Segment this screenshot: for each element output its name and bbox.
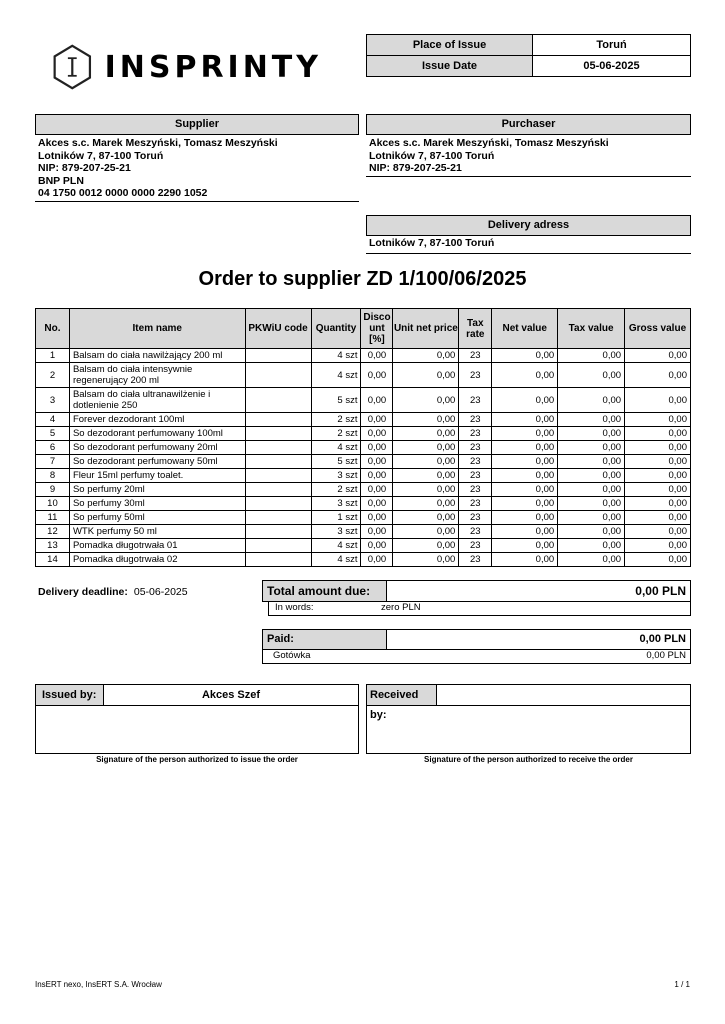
- table-row: [36, 413, 691, 427]
- tax-rate-cell: 23: [459, 349, 492, 363]
- table-row: [36, 363, 691, 388]
- row-number-cell: 6: [36, 441, 70, 455]
- unit-net-price-cell: 0,00: [393, 349, 459, 363]
- row-number-cell: 2: [36, 363, 70, 388]
- row-number-cell: 12: [36, 525, 70, 539]
- supplier-line: Lotników 7, 87-100 Toruń: [38, 149, 164, 162]
- col-header: No.: [36, 309, 70, 349]
- pkwiu-code-cell: [245, 413, 311, 427]
- discount-cell: 0,00: [361, 388, 393, 413]
- tax-rate-cell: 23: [459, 388, 492, 413]
- purchaser-line: Akces s.c. Marek Meszyński, Tomasz Meszyński: [369, 137, 609, 149]
- tax-rate-cell: 23: [459, 469, 492, 483]
- pkwiu-code-cell: [245, 441, 311, 455]
- net-value-cell: 0,00: [492, 427, 558, 441]
- table-row: [36, 349, 691, 363]
- item-name-cell: Forever dezodorant 100ml: [69, 413, 245, 427]
- net-value-cell: 0,00: [492, 469, 558, 483]
- issued-by-header: [36, 685, 358, 706]
- unit-net-price-cell: 0,00: [393, 525, 459, 539]
- gross-value-cell: 0,00: [625, 469, 691, 483]
- item-name-cell: Pomadka długotrwała 02: [69, 553, 245, 567]
- discount-cell: 0,00: [361, 349, 393, 363]
- col-header: Tax value: [558, 309, 625, 349]
- net-value-cell: 0,00: [492, 413, 558, 427]
- table-row: [36, 539, 691, 553]
- col-header: Gross value: [625, 309, 691, 349]
- total-amount-label: Total amount due:: [263, 581, 387, 601]
- item-name-cell: So perfumy 20ml: [69, 483, 245, 497]
- table-header-row: [36, 309, 691, 349]
- issue-meta-table: [366, 34, 691, 77]
- table-row: [36, 455, 691, 469]
- gross-value-cell: 0,00: [625, 497, 691, 511]
- row-number-cell: 1: [36, 349, 70, 363]
- table-row: [36, 441, 691, 455]
- discount-cell: 0,00: [361, 553, 393, 567]
- tax-value-cell: 0,00: [558, 455, 625, 469]
- tax-value-cell: 0,00: [558, 349, 625, 363]
- gross-value-cell: 0,00: [625, 525, 691, 539]
- quantity-cell: 2 szt: [311, 413, 361, 427]
- item-name-cell: Pomadka długotrwała 01: [69, 539, 245, 553]
- supplier-line: BNP PLN: [38, 174, 84, 187]
- col-header: Quantity: [311, 309, 361, 349]
- in-words-label: In words:: [275, 602, 314, 613]
- quantity-cell: 3 szt: [311, 497, 361, 511]
- row-number-cell: 9: [36, 483, 70, 497]
- unit-net-price-cell: 0,00: [393, 483, 459, 497]
- row-number-cell: 11: [36, 511, 70, 525]
- in-words-row: [268, 602, 691, 616]
- quantity-cell: 5 szt: [311, 388, 361, 413]
- tax-rate-cell: 23: [459, 539, 492, 553]
- purchaser-line: Lotników 7, 87-100 Toruń: [369, 149, 495, 162]
- net-value-cell: 0,00: [492, 553, 558, 567]
- tax-value-cell: 0,00: [558, 511, 625, 525]
- row-number-cell: 8: [36, 469, 70, 483]
- net-value-cell: 0,00: [492, 455, 558, 469]
- gross-value-cell: 0,00: [625, 455, 691, 469]
- quantity-cell: 4 szt: [311, 441, 361, 455]
- item-name-cell: So dezodorant perfumowany 50ml: [69, 455, 245, 469]
- table-row: [36, 553, 691, 567]
- quantity-cell: 5 szt: [311, 455, 361, 469]
- supplier-line: 04 1750 0012 0000 0000 2290 1052: [38, 187, 208, 199]
- total-amount-value: 0,00 PLN: [635, 584, 686, 598]
- gross-value-cell: 0,00: [625, 539, 691, 553]
- tax-value-cell: 0,00: [558, 363, 625, 388]
- item-name-cell: Balsam do ciała ultranawilżenie i dotlenienie 250: [69, 388, 245, 413]
- quantity-cell: 4 szt: [311, 349, 361, 363]
- table-row: [36, 483, 691, 497]
- net-value-cell: 0,00: [492, 539, 558, 553]
- discount-cell: 0,00: [361, 511, 393, 525]
- tax-value-cell: 0,00: [558, 525, 625, 539]
- delivery-address-value: Lotników 7, 87-100 Toruń: [366, 237, 691, 254]
- discount-cell: 0,00: [361, 455, 393, 469]
- discount-cell: 0,00: [361, 441, 393, 455]
- unit-net-price-cell: 0,00: [393, 511, 459, 525]
- gross-value-cell: 0,00: [625, 427, 691, 441]
- pkwiu-code-cell: [245, 497, 311, 511]
- item-name-cell: So perfumy 50ml: [69, 511, 245, 525]
- tax-value-cell: 0,00: [558, 388, 625, 413]
- place-of-issue-value: Toruń: [533, 35, 691, 56]
- discount-cell: 0,00: [361, 413, 393, 427]
- unit-net-price-cell: 0,00: [393, 427, 459, 441]
- net-value-cell: 0,00: [492, 363, 558, 388]
- issued-by-caption: Signature of the person authorized to issue the order: [96, 755, 298, 764]
- net-value-cell: 0,00: [492, 497, 558, 511]
- tax-value-cell: 0,00: [558, 553, 625, 567]
- unit-net-price-cell: 0,00: [393, 497, 459, 511]
- item-name-cell: WTK perfumy 50 ml: [69, 525, 245, 539]
- discount-cell: 0,00: [361, 497, 393, 511]
- quantity-cell: 3 szt: [311, 469, 361, 483]
- gross-value-cell: 0,00: [625, 441, 691, 455]
- tax-rate-cell: 23: [459, 363, 492, 388]
- col-header: Disco unt [%]: [361, 309, 393, 349]
- quantity-cell: 1 szt: [311, 511, 361, 525]
- tax-rate-cell: 23: [459, 427, 492, 441]
- quantity-cell: 3 szt: [311, 525, 361, 539]
- quantity-cell: 4 szt: [311, 539, 361, 553]
- received-by-name: [437, 685, 690, 705]
- quantity-cell: 2 szt: [311, 427, 361, 441]
- pkwiu-code-cell: [245, 363, 311, 388]
- in-words-value: zero PLN: [381, 602, 421, 613]
- tax-value-cell: 0,00: [558, 427, 625, 441]
- row-number-cell: 7: [36, 455, 70, 469]
- item-name-cell: Balsam do ciała intensywnie regenerujący 200 ml: [69, 363, 245, 388]
- unit-net-price-cell: 0,00: [393, 388, 459, 413]
- tax-value-cell: 0,00: [558, 539, 625, 553]
- row-number-cell: 5: [36, 427, 70, 441]
- issued-by-name: Akces Szef: [201, 689, 261, 701]
- table-row: [36, 525, 691, 539]
- row-number-cell: 10: [36, 497, 70, 511]
- unit-net-price-cell: 0,00: [393, 441, 459, 455]
- delivery-deadline: [38, 586, 188, 598]
- payment-method-row: [262, 650, 691, 664]
- payment-method-label: Gotówka: [273, 650, 311, 661]
- unit-net-price-cell: 0,00: [393, 363, 459, 388]
- gross-value-cell: 0,00: [625, 511, 691, 525]
- net-value-cell: 0,00: [492, 441, 558, 455]
- item-name-cell: Fleur 15ml perfumy toalet.: [69, 469, 245, 483]
- tax-rate-cell: 23: [459, 553, 492, 567]
- discount-cell: 0,00: [361, 483, 393, 497]
- table-row: [36, 469, 691, 483]
- supplier-line: NIP: 879-207-25-21: [38, 162, 131, 174]
- item-name-cell: So dezodorant perfumowany 100ml: [69, 427, 245, 441]
- pkwiu-code-cell: [245, 539, 311, 553]
- company-logo: [52, 40, 322, 94]
- pkwiu-code-cell: [245, 553, 311, 567]
- discount-cell: 0,00: [361, 525, 393, 539]
- row-number-cell: 13: [36, 539, 70, 553]
- tax-value-cell: 0,00: [558, 469, 625, 483]
- gross-value-cell: 0,00: [625, 413, 691, 427]
- unit-net-price-cell: 0,00: [393, 553, 459, 567]
- col-header: Tax rate: [459, 309, 492, 349]
- discount-cell: 0,00: [361, 427, 393, 441]
- tax-rate-cell: 23: [459, 455, 492, 469]
- row-number-cell: 4: [36, 413, 70, 427]
- delivery-deadline-label: Delivery deadline:: [38, 586, 128, 598]
- hexagon-logo-icon: [52, 41, 93, 93]
- supplier-header: Supplier: [35, 114, 359, 135]
- footer-software: InsERT nexo, InsERT S.A. Wrocław: [35, 980, 162, 989]
- tax-value-cell: 0,00: [558, 497, 625, 511]
- paid-box: [262, 629, 691, 650]
- received-by-header: [367, 685, 690, 721]
- footer-page-number: 1 / 1: [674, 980, 690, 989]
- payment-method-value: 0,00 PLN: [646, 650, 686, 661]
- pkwiu-code-cell: [245, 388, 311, 413]
- received-by-label: Received by:: [367, 685, 437, 705]
- col-header: Net value: [492, 309, 558, 349]
- purchaser-header: Purchaser: [366, 114, 691, 135]
- paid-label: Paid:: [263, 630, 387, 649]
- quantity-cell: 4 szt: [311, 363, 361, 388]
- unit-net-price-cell: 0,00: [393, 455, 459, 469]
- row-number-cell: 14: [36, 553, 70, 567]
- tax-value-cell: 0,00: [558, 483, 625, 497]
- item-name-cell: So dezodorant perfumowany 20ml: [69, 441, 245, 455]
- pkwiu-code-cell: [245, 511, 311, 525]
- tax-rate-cell: 23: [459, 511, 492, 525]
- pkwiu-code-cell: [245, 483, 311, 497]
- brand-name: INSPRINTY: [104, 49, 322, 85]
- received-by-caption: Signature of the person authorized to receive the order: [424, 755, 633, 764]
- tax-rate-cell: 23: [459, 483, 492, 497]
- supplier-line: Akces s.c. Marek Meszyński, Tomasz Meszyński: [38, 137, 278, 149]
- supplier-details: [35, 137, 359, 202]
- item-name-cell: So perfumy 30ml: [69, 497, 245, 511]
- issued-by-label: Issued by:: [36, 685, 104, 705]
- gross-value-cell: 0,00: [625, 363, 691, 388]
- pkwiu-code-cell: [245, 469, 311, 483]
- net-value-cell: 0,00: [492, 349, 558, 363]
- issued-by-box: [35, 684, 359, 754]
- pkwiu-code-cell: [245, 455, 311, 469]
- table-row: [36, 427, 691, 441]
- gross-value-cell: 0,00: [625, 349, 691, 363]
- net-value-cell: 0,00: [492, 483, 558, 497]
- pkwiu-code-cell: [245, 525, 311, 539]
- issue-date-value: 05-06-2025: [533, 56, 691, 77]
- order-title: Order to supplier ZD 1/100/06/2025: [198, 268, 527, 290]
- pkwiu-code-cell: [245, 427, 311, 441]
- quantity-cell: 2 szt: [311, 483, 361, 497]
- unit-net-price-cell: 0,00: [393, 469, 459, 483]
- row-number-cell: 3: [36, 388, 70, 413]
- discount-cell: 0,00: [361, 539, 393, 553]
- gross-value-cell: 0,00: [625, 483, 691, 497]
- received-by-box: [366, 684, 691, 754]
- discount-cell: 0,00: [361, 469, 393, 483]
- tax-rate-cell: 23: [459, 497, 492, 511]
- pkwiu-code-cell: [245, 349, 311, 363]
- unit-net-price-cell: 0,00: [393, 413, 459, 427]
- item-name-cell: Balsam do ciała nawilżający 200 ml: [69, 349, 245, 363]
- delivery-deadline-value: 05-06-2025: [133, 586, 188, 598]
- delivery-address-header: Delivery adress: [366, 215, 691, 236]
- items-table: [35, 308, 691, 567]
- net-value-cell: 0,00: [492, 511, 558, 525]
- issue-date-label: Issue Date: [367, 56, 533, 77]
- place-of-issue-label: Place of Issue: [367, 35, 533, 56]
- paid-value: 0,00 PLN: [639, 633, 686, 645]
- tax-rate-cell: 23: [459, 413, 492, 427]
- col-header: Unit net price: [393, 309, 459, 349]
- total-amount-box: [262, 580, 691, 602]
- tax-rate-cell: 23: [459, 525, 492, 539]
- tax-value-cell: 0,00: [558, 441, 625, 455]
- gross-value-cell: 0,00: [625, 553, 691, 567]
- unit-net-price-cell: 0,00: [393, 539, 459, 553]
- net-value-cell: 0,00: [492, 525, 558, 539]
- col-header: PKWiU code: [245, 309, 311, 349]
- gross-value-cell: 0,00: [625, 388, 691, 413]
- purchaser-line: NIP: 879-207-25-21: [369, 162, 462, 174]
- tax-rate-cell: 23: [459, 441, 492, 455]
- col-header: Item name: [69, 309, 245, 349]
- quantity-cell: 4 szt: [311, 553, 361, 567]
- table-row: [36, 388, 691, 413]
- purchaser-details: [366, 137, 691, 177]
- tax-value-cell: 0,00: [558, 413, 625, 427]
- table-row: [36, 511, 691, 525]
- table-row: [36, 497, 691, 511]
- net-value-cell: 0,00: [492, 388, 558, 413]
- discount-cell: 0,00: [361, 363, 393, 388]
